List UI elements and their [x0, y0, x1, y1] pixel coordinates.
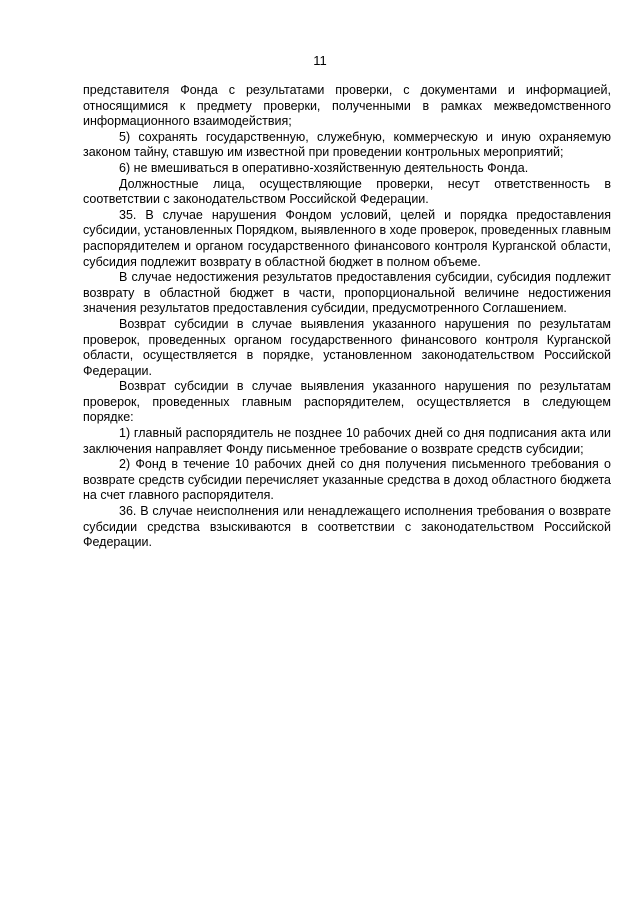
paragraph-officials-liability: Должностные лица, осуществляющие проверки, несут ответственность в соответствии с законодательством Российской Федерации.: [83, 176, 611, 207]
paragraph-continuation: представителя Фонда с результатами проверки, с документами и информацией, относящимися к предмету проверки, полученными в рамках межведомственного информационного взаимодействия;: [83, 83, 611, 129]
paragraph-step-1: 1) главный распорядитель не позднее 10 рабочих дней со дня подписания акта или заключения направляет Фонду письменное требование о возврате средств субсидии;: [83, 426, 611, 456]
paragraph-item-5: 5) сохранять государственную, служебную, коммерческую и иную охраняемую законом тайну, ставшую им известной при проведении контрольных мероприятий;: [83, 129, 611, 160]
paragraph-step-2: 2) Фонд в течение 10 рабочих дней со дня получения письменного требования о возврате средств субсидии перечисляет указанные средства в доход областного бюджета на счет главного распорядителя.: [83, 457, 611, 503]
paragraph-clause-36: 36. В случае неисполнения или ненадлежащего исполнения требования о возврате субсидии средства взыскиваются в соответствии с законодательством Российской Федерации.: [83, 504, 611, 550]
paragraph-return-financial-control: Возврат субсидии в случае выявления указанного нарушения по результатам проверок, проведенных органом государственного финансового контроля Курганской области, осуществляется в порядке, установленном законодательством Российской Федерации.: [83, 316, 611, 378]
paragraph-clause-35: 35. В случае нарушения Фондом условий, целей и порядка предоставления субсидии, установленных Порядком, выявленного в ходе проверок, проведенных главным распорядителем и органом государственного финансового контроля Курганской области, субсидия подлежит возврату в областной бюджет в полном объеме.: [83, 207, 611, 269]
document-body: [83, 83, 611, 551]
page-number: 11: [313, 53, 327, 68]
paragraph-item-6: 6) не вмешиваться в оперативно-хозяйственную деятельность Фонда.: [119, 160, 529, 175]
paragraph-return-main-manager: Возврат субсидии в случае выявления указанного нарушения по результатам проверок, проведенных главным распорядителем, осуществляется в следующем порядке:: [83, 379, 611, 425]
paragraph-results-not-achieved: В случае недостижения результатов предоставления субсидии, субсидия подлежит возврату в областной бюджет в части, пропорциональной величине недостижения значения результатов предоставления субсидии, предусмотренного Соглашением.: [83, 270, 611, 316]
